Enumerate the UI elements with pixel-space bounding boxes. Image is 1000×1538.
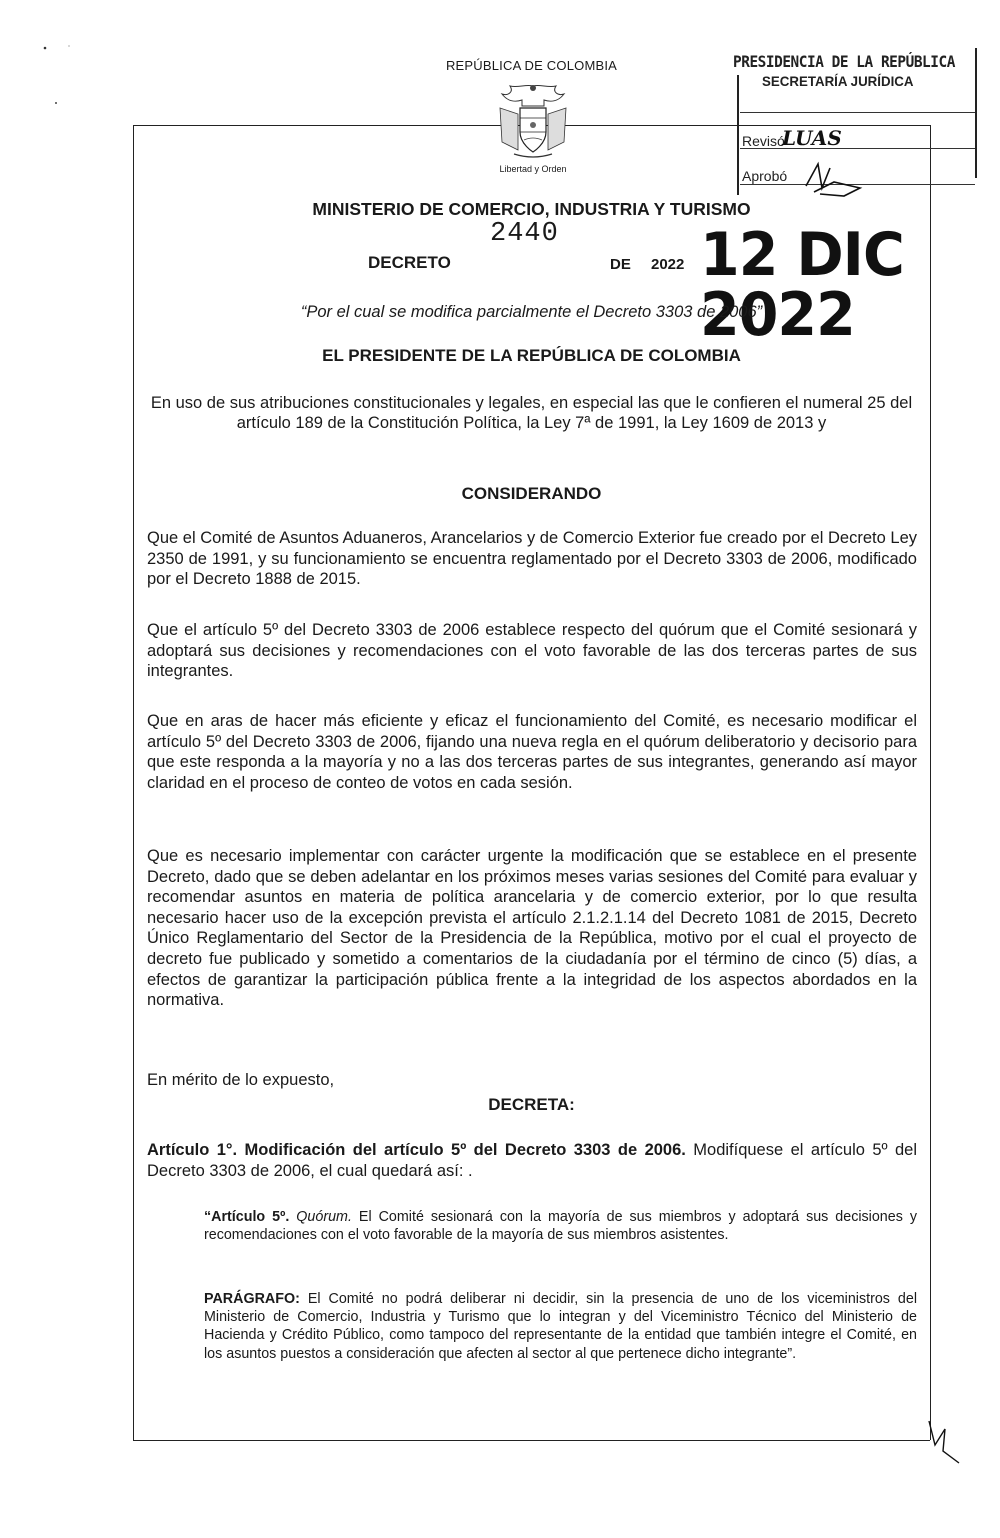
article-1-text: Modifíquese el artículo 5º del Decreto 3303 de 2006, el cual quedará así: . (147, 1141, 917, 1180)
paragrafo-heading: PARÁGRAFO: (204, 1291, 300, 1307)
reviso-signature: LUAS (782, 126, 842, 150)
page-frame-bottom (133, 1440, 930, 1441)
initials-signature-icon (915, 1415, 965, 1465)
stamp-border-left (737, 75, 739, 195)
decree-year: 2022 (651, 256, 685, 273)
coat-of-arms-icon (488, 80, 578, 160)
republica-heading: REPÚBLICA DE COLOMBIA (445, 58, 618, 73)
decree-subtitle: “Por el cual se modifica parcialmente el Decreto 3303 de 2006” (300, 303, 763, 321)
paragrafo-text: El Comité no podrá deliberar ni decidir, sin la presencia de uno de los viceministros del Ministerio de Comercio, Industria y Turismo que lo integran y del Viceministro Técnico del Ministerio de Hacienda y Crédito Público, como tampoco del representante de la entidad que también integre el Comité, en los asuntos puestos a consideración que afecten al sector al que pertenece dicho integrante”. (204, 1291, 917, 1362)
stamp-secretaria: SECRETARÍA JURÍDICA (762, 73, 914, 89)
considerando-paragraph: Que es necesario implementar con carácter urgente la modificación que se establece en el presente Decreto, dado que se deben adelantar en los próximos meses varias sesiones del Comité para evaluar y recomendar asuntos en materia de política arancelaria y de comercio exterior, por lo que resulta necesario hacer uso de la excepción prevista el artículo 2.1.2.1.14 del Decreto 1081 de 2015, Decreto Único Reglamentario del Sector de la Presidencia de la República, motivo por el cual el proyecto de decreto fue publicado y sometido a comentarios de la ciudadanía por el término de cinco (5) días, a efectos de garantizar la participación pública frente a la integridad de los aspectos abordados en la normativa. (147, 847, 917, 1010)
article-5-text: El Comité sesionará con la mayoría de sus miembros y adoptará sus decisiones y recomendaciones con el voto favorable de la mayoría de sus miembros asistentes. (204, 1209, 917, 1244)
stamp-rule (740, 112, 975, 113)
decreta-heading: DECRETA: (488, 1095, 575, 1114)
stamp-presidencia: PRESIDENCIA DE LA REPÚBLICA (733, 52, 955, 71)
scan-specks (30, 40, 90, 110)
motto: Libertad y Orden (499, 164, 567, 174)
merito-line: En mérito de lo expuesto, (147, 1071, 335, 1089)
attributions-paragraph: En uso de sus atribuciones constitucionales y legales, en especial las que le confieren el numeral 25 del artículo 189 de la Constitución Política, la Ley 7ª de 1991, la Ley 1609 de 2013 y (150, 394, 913, 432)
considerando-paragraph: Que el artículo 5º del Decreto 3303 de 2006 establece respecto del quórum que el Comité sesionará y adoptará sus decisiones y recomendaciones con el voto favorable de las dos terceras partes de sus integrantes. (147, 621, 917, 681)
president-heading: EL PRESIDENTE DE LA REPÚBLICA DE COLOMBIA (322, 346, 741, 365)
decree-number: 2440 (490, 219, 559, 249)
de-label: DE (610, 256, 631, 273)
signature-icon (800, 158, 870, 198)
quoted-article-5 (204, 1208, 917, 1244)
considerando-heading: CONSIDERANDO (461, 484, 602, 503)
decreto-label: DECRETO (368, 253, 451, 272)
stamp-border-right (975, 48, 977, 178)
considerando-paragraph: Que el Comité de Asuntos Aduaneros, Arancelarios y de Comercio Exterior fue creado por el Decreto Ley 2350 de 1991, y su funcionamiento se encuentra reglamentado por el Decreto 3303 de 2006, modificado por el Decreto 1888 de 2015. (147, 529, 917, 589)
stamp-aprobo-label: Aprobó (742, 168, 788, 184)
article-5-title: Quórum. (296, 1209, 352, 1225)
article-5-heading: “Artículo 5º. (204, 1209, 290, 1225)
page-frame-left (133, 125, 134, 1440)
ministerio-heading: MINISTERIO DE COMERCIO, INDUSTRIA Y TURISMO (312, 199, 751, 219)
quoted-paragrafo (204, 1290, 917, 1363)
considerando-paragraph: Que en aras de hacer más eficiente y eficaz el funcionamiento del Comité, es necesario modificar el artículo 5º del Decreto 3303 de 2006, fijando una nueva regla en el quórum deliberatorio y decisorio para que este responda a la mayoría y no a las dos terceras partes de sus integrantes, generando así mayor claridad en el proceso de conteo de votos en cada sesión. (147, 712, 917, 792)
stamp-reviso-label: Revisó (742, 133, 785, 149)
date-stamp: 12 DIC 2022 (700, 220, 904, 350)
article-1-heading: Artículo 1°. Modificación del artículo 5º del Decreto 3303 de 2006. (147, 1141, 686, 1159)
article-1 (147, 1140, 917, 1181)
